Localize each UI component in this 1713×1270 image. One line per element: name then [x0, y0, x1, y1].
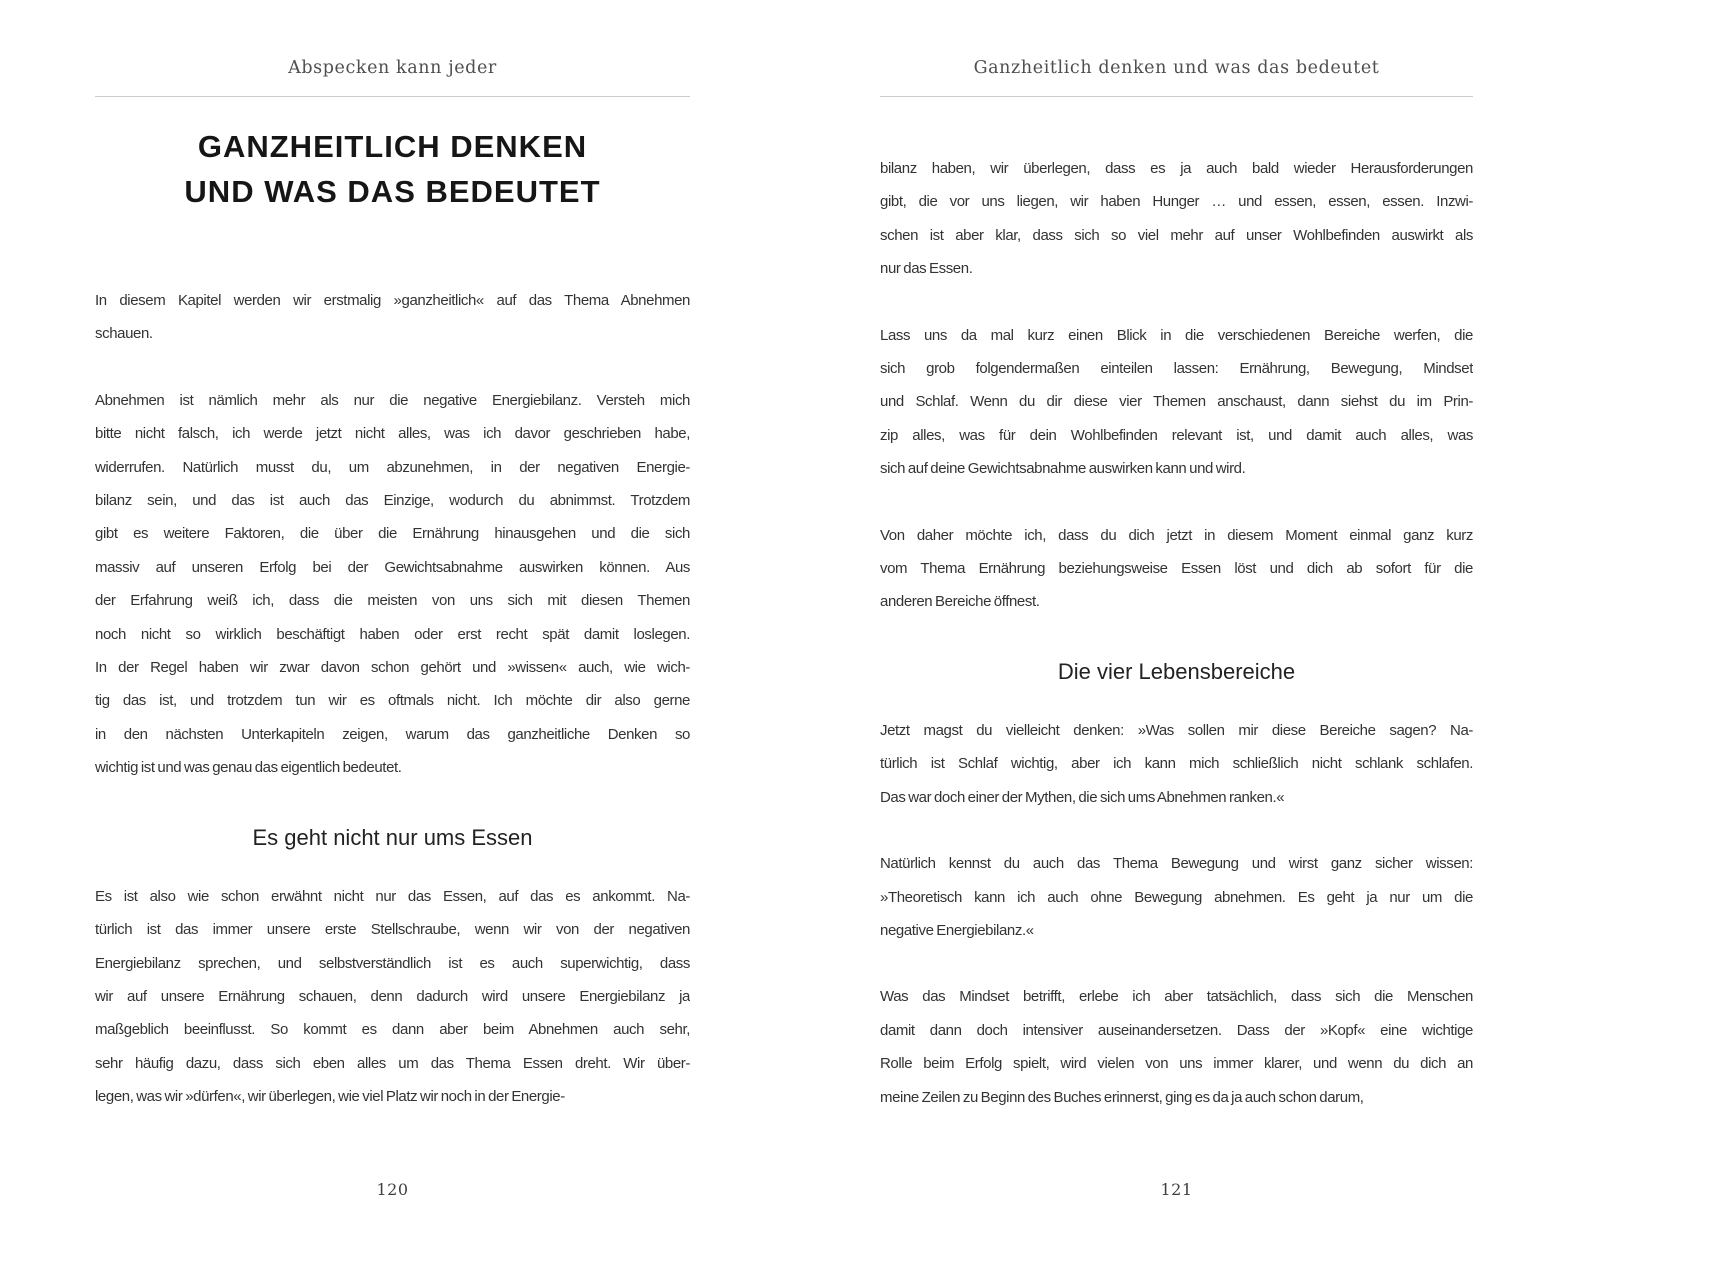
paragraph [880, 152, 1473, 286]
text-line: in den nächsten Unterkapiteln zeigen, warum das ganzheitliche Denken so [95, 725, 690, 743]
text-line: türlich ist das immer unsere erste Stellschraube, wenn wir von der negativen [95, 921, 690, 939]
chapter-title-line-1: GANZHEITLICH DENKEN [197, 129, 588, 164]
text-line: Lass uns da mal kurz einen Blick in die verschiedenen Bereiche werfen, die [880, 326, 1473, 344]
body-text-left [95, 284, 690, 1114]
text-line: massiv auf unseren Erfolg bei der Gewichtsabnahme auswirken können. Aus [95, 558, 690, 576]
text-line: gibt, die vor uns liegen, wir haben Hunger … und essen, essen, essen. Inzwi- [880, 193, 1473, 211]
text-line: meine Zeilen zu Beginn des Buches erinnerst, ging es da ja auch schon darum, [880, 1088, 1364, 1106]
text-line: Es ist also wie schon erwähnt nicht nur das Essen, auf das es ankommt. Na- [95, 887, 690, 905]
text-line: Jetzt magst du vielleicht denken: »Was sollen mir diese Bereiche sagen? Na- [880, 721, 1473, 739]
text-line: Natürlich kennst du auch das Thema Bewegung und wirst ganz sicher wissen: [880, 855, 1473, 873]
paragraph [880, 847, 1473, 947]
text-line: bilanz sein, und das ist auch das Einzige, wodurch du abnimmst. Trotzdem [95, 492, 690, 510]
left-page [95, 0, 690, 1270]
text-line: anderen Bereiche öffnest. [880, 593, 1040, 611]
text-line: bitte nicht falsch, ich werde jetzt nicht alles, was ich davor geschrieben habe, [95, 425, 690, 443]
running-head-left: Abspecken kann jeder [95, 58, 690, 97]
right-page [880, 0, 1473, 1270]
text-line: In der Regel haben wir zwar davon schon gehört und »wissen« auch, wie wich- [95, 659, 690, 677]
page-number-left: 120 [376, 1180, 409, 1199]
text-line: türlich ist Schlaf wichtig, aber ich kann mich schließlich nicht schlank schlafen. [880, 755, 1473, 773]
text-line: nur das Essen. [880, 260, 973, 278]
text-line: Von daher möchte ich, dass du dich jetzt in diesem Moment einmal ganz kurz [880, 526, 1473, 544]
body-text-right [880, 152, 1473, 1114]
text-line: bilanz haben, wir überlegen, dass es ja auch bald wieder Herausforderungen [880, 160, 1473, 177]
paragraph [95, 284, 690, 351]
paragraph [95, 880, 690, 1114]
text-line: und Schlaf. Wenn du dir diese vier Themen anschaust, dann siehst du im Prin- [880, 393, 1473, 411]
text-line: Abnehmen ist nämlich mehr als nur die negative Energiebilanz. Versteh mich [95, 391, 690, 409]
text-line: »Theoretisch kann ich auch ohne Bewegung abnehmen. Es geht ja nur um die [880, 888, 1473, 906]
paragraph [95, 384, 690, 785]
text-line: Das war doch einer der Mythen, die sich ums Abnehmen ranken.« [880, 788, 1285, 806]
running-head-right: Ganzheitlich denken und was das bedeutet [880, 58, 1473, 97]
text-line: Energiebilanz sprechen, und selbstverständlich ist es auch superwichtig, dass [95, 954, 690, 972]
paragraph [880, 519, 1473, 619]
text-line: legen, was wir »dürfen«, wir überlegen, wie viel Platz wir noch in der Energie- [95, 1088, 565, 1106]
text-line: negative Energiebilanz.« [880, 921, 1034, 939]
text-line: gibt es weitere Faktoren, die über die Ernährung hinausgehen und die sich [95, 525, 690, 543]
paragraph [880, 319, 1473, 486]
text-line: sehr häufig dazu, dass sich eben alles um das Thema Essen dreht. Wir über- [95, 1054, 690, 1072]
text-line: wir auf unsere Ernährung schauen, denn dadurch wird unsere Energiebilanz ja [95, 987, 690, 1005]
text-line: sich grob folgendermaßen einteilen lassen: Ernährung, Bewegung, Mindset [880, 360, 1473, 378]
paragraph [880, 980, 1473, 1114]
text-line: schauen. [95, 325, 153, 343]
text-line: Was das Mindset betrifft, erlebe ich aber tatsächlich, dass sich die Menschen [880, 988, 1473, 1006]
page-number-right: 121 [1160, 1180, 1193, 1199]
text-line: widerrufen. Natürlich musst du, um abzunehmen, in der negativen Energie- [95, 458, 690, 476]
text-line: der Erfahrung weiß ich, dass die meisten von uns sich mit diesen Themen [95, 592, 690, 610]
text-line: In diesem Kapitel werden wir erstmalig »ganzheitlich« auf das Thema Abnehmen [95, 292, 690, 309]
text-line: schen ist aber klar, dass sich so viel mehr auf unser Wohlbefinden auswirkt als [880, 226, 1473, 244]
text-line: zip alles, was für dein Wohlbefinden relevant ist, und damit auch alles, was [880, 426, 1473, 444]
text-line: tig das ist, und trotzdem tun wir es oftmals nicht. Ich möchte dir also gerne [95, 692, 690, 710]
text-line: wichtig ist und was genau das eigentlich bedeutet. [95, 759, 402, 777]
text-line: damit dann doch intensiver auseinandersetzen. Dass der »Kopf« eine wichtige [880, 1021, 1473, 1039]
chapter-title-line-2: UND WAS DAS BEDEUTET [184, 174, 601, 209]
text-line: Rolle beim Erfolg spielt, wird vielen von uns immer klarer, und wenn du dich an [880, 1055, 1473, 1073]
text-line: vom Thema Ernährung beziehungsweise Essen löst und dich ab sofort für die [880, 560, 1473, 578]
text-line: maßgeblich beeinflusst. So kommt es dann aber beim Abnehmen auch sehr, [95, 1021, 690, 1039]
text-line: sich auf deine Gewichtsabnahme auswirken kann und wird. [880, 460, 1246, 478]
chapter-title [95, 124, 690, 214]
paragraph [880, 714, 1473, 814]
subheading: Die vier Lebensbereiche [1057, 658, 1296, 684]
subheading: Es geht nicht nur ums Essen [252, 824, 533, 850]
text-line: noch nicht so wirklich beschäftigt haben oder erst recht spät damit loslegen. [95, 625, 690, 643]
